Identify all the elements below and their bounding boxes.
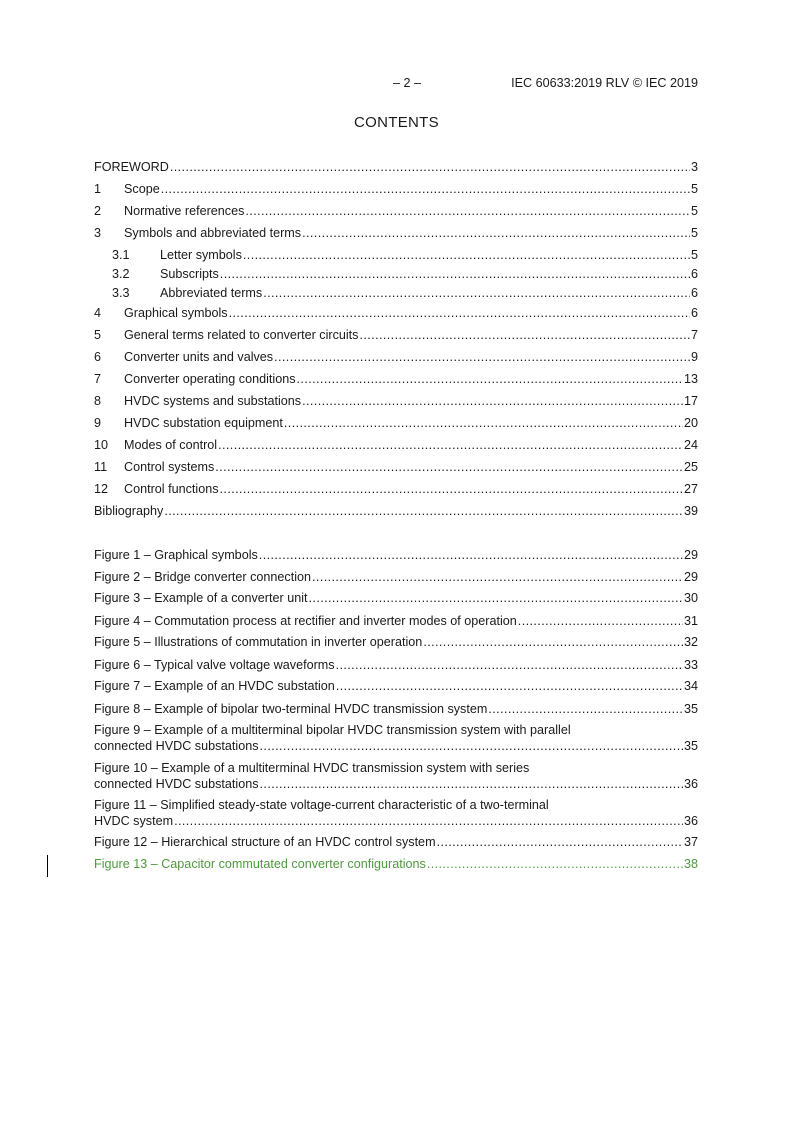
figure-entry-12[interactable]	[94, 834, 698, 850]
figure-page: 36	[683, 777, 698, 791]
toc-label: FOREWORD	[94, 160, 169, 174]
leader-dots	[174, 813, 683, 829]
toc-page: 6	[690, 286, 698, 300]
figure-entry-6[interactable]	[94, 657, 698, 673]
leader-dots	[302, 225, 690, 241]
figure-page: 34	[683, 679, 698, 693]
toc-label: HVDC systems and substations	[124, 394, 302, 408]
leader-dots	[437, 834, 683, 850]
figure-page: 29	[683, 570, 698, 584]
leader-dots	[218, 437, 683, 453]
toc-page: 27	[683, 482, 698, 496]
toc-label: Subscripts	[160, 267, 219, 281]
toc-page: 5	[690, 182, 698, 196]
toc-page: 13	[683, 372, 698, 386]
leader-dots	[488, 701, 683, 717]
toc-entry-scope[interactable]	[94, 181, 698, 197]
toc-number: 12	[94, 482, 109, 496]
toc-entry-letter-symbols[interactable]	[112, 247, 698, 263]
toc-number: 1	[94, 182, 102, 196]
toc-entry-hvdc-systems[interactable]	[94, 393, 698, 409]
contents-title: CONTENTS	[354, 114, 439, 131]
leader-dots	[359, 327, 690, 343]
toc-label: Abbreviated terms	[160, 286, 263, 300]
leader-dots	[161, 181, 690, 197]
toc-label: Converter units and valves	[124, 350, 274, 364]
toc-label: Modes of control	[124, 438, 218, 452]
leader-dots	[312, 569, 683, 585]
figure-label: Figure 8 – Example of bipolar two-terminal HVDC transmission system	[94, 702, 488, 716]
figure-label: Figure 12 – Hierarchical structure of an HVDC control system	[94, 835, 436, 849]
leader-dots	[220, 481, 683, 497]
leader-dots	[302, 393, 683, 409]
toc-number: 4	[94, 306, 102, 320]
figure-page: 30	[683, 591, 698, 605]
toc-entry-modes-of-control[interactable]	[94, 437, 698, 453]
toc-number: 9	[94, 416, 102, 430]
leader-dots	[336, 678, 683, 694]
toc-entry-symbols[interactable]	[94, 225, 698, 241]
figure-label: Figure 9 – Example of a multiterminal bipolar HVDC transmission system with parallel	[94, 723, 571, 737]
toc-number: 3.2	[112, 267, 130, 281]
figure-label: Figure 4 – Commutation process at rectifier and inverter modes of operation	[94, 614, 517, 628]
figure-label-continued: connected HVDC substations	[94, 739, 259, 753]
leader-dots	[263, 285, 690, 301]
toc-label: Symbols and abbreviated terms	[124, 226, 302, 240]
toc-label: HVDC substation equipment	[124, 416, 283, 430]
figure-page: 38	[683, 857, 698, 871]
toc-page: 17	[683, 394, 698, 408]
toc-number: 3.3	[112, 286, 130, 300]
toc-entry-substation-equipment[interactable]	[94, 415, 698, 431]
toc-label: General terms related to converter circuits	[124, 328, 359, 342]
leader-dots	[170, 159, 690, 175]
leader-dots	[297, 371, 683, 387]
leader-dots	[164, 503, 683, 519]
figure-label: Figure 1 – Graphical symbols	[94, 548, 258, 562]
figure-page: 33	[683, 658, 698, 672]
leader-dots	[274, 349, 690, 365]
toc-page: 20	[683, 416, 698, 430]
toc-number: 11	[94, 460, 108, 474]
toc-page: 6	[690, 306, 698, 320]
figure-entry-10[interactable]	[94, 760, 698, 792]
toc-entry-abbreviated-terms[interactable]	[112, 285, 698, 301]
toc-entry-bibliography[interactable]	[94, 503, 698, 519]
leader-dots	[260, 776, 683, 792]
toc-label: Graphical symbols	[124, 306, 228, 320]
toc-entry-general-terms[interactable]	[94, 327, 698, 343]
toc-page: 5	[690, 248, 698, 262]
figure-entry-9[interactable]	[94, 722, 698, 754]
figure-entry-7[interactable]	[94, 678, 698, 694]
toc-page: 3	[690, 160, 698, 174]
toc-label: Scope	[124, 182, 160, 196]
toc-page: 7	[690, 328, 698, 342]
toc-entry-control-functions[interactable]	[94, 481, 698, 497]
toc-label: Control systems	[124, 460, 215, 474]
standard-reference: IEC 60633:2019 RLV © IEC 2019	[511, 76, 698, 90]
toc-entry-operating-conditions[interactable]	[94, 371, 698, 387]
leader-dots	[259, 547, 683, 563]
toc-page: 25	[683, 460, 698, 474]
leader-dots	[336, 657, 683, 673]
toc-label: Control functions	[124, 482, 219, 496]
figure-label-continued: connected HVDC substations	[94, 777, 259, 791]
figure-entry-13[interactable]	[94, 856, 698, 872]
toc-page: 24	[683, 438, 698, 452]
figure-page: 35	[683, 702, 698, 716]
toc-label: Letter symbols	[160, 248, 242, 262]
figure-label: Figure 6 – Typical valve voltage waveforms	[94, 658, 335, 672]
figure-label-continued: HVDC system	[94, 814, 174, 828]
toc-page: 5	[690, 204, 698, 218]
leader-dots	[423, 634, 683, 650]
toc-entry-converter-units[interactable]	[94, 349, 698, 365]
toc-entry-control-systems[interactable]	[94, 459, 698, 475]
figure-entry-5[interactable]	[94, 634, 698, 650]
toc-label: Bibliography	[94, 504, 164, 518]
figure-page: 29	[683, 548, 698, 562]
figure-entry-11[interactable]	[94, 797, 698, 829]
figure-page: 32	[683, 635, 698, 649]
toc-entry-normative-references[interactable]	[94, 203, 698, 219]
leader-dots	[215, 459, 683, 475]
toc-number: 10	[94, 438, 109, 452]
toc-number: 8	[94, 394, 102, 408]
toc-number: 2	[94, 204, 102, 218]
leader-dots	[229, 305, 690, 321]
figure-page: 35	[683, 739, 698, 753]
toc-page: 6	[690, 267, 698, 281]
leader-dots	[220, 266, 690, 282]
toc-number: 3	[94, 226, 102, 240]
toc-entry-graphical-symbols[interactable]	[94, 305, 698, 321]
figure-entry-2[interactable]	[94, 569, 698, 585]
figure-entry-3[interactable]	[94, 590, 698, 606]
leader-dots	[284, 415, 683, 431]
figure-label: Figure 3 – Example of a converter unit	[94, 591, 308, 605]
figure-page: 31	[683, 614, 698, 628]
toc-number: 6	[94, 350, 102, 364]
toc-page: 9	[690, 350, 698, 364]
page-number: – 2 –	[393, 76, 422, 90]
figure-label: Figure 11 – Simplified steady-state voltage-current characteristic of a two-terminal	[94, 798, 549, 812]
toc-number: 5	[94, 328, 102, 342]
figure-label: Figure 13 – Capacitor commutated converter configurations	[94, 857, 426, 871]
page-header	[94, 76, 698, 92]
leader-dots	[260, 738, 683, 754]
leader-dots	[309, 590, 683, 606]
figure-label: Figure 5 – Illustrations of commutation in inverter operation	[94, 635, 423, 649]
figure-page: 36	[683, 814, 698, 828]
toc-label: Normative references	[124, 204, 245, 218]
leader-dots	[427, 856, 683, 872]
figure-label: Figure 7 – Example of an HVDC substation	[94, 679, 335, 693]
toc-page: 5	[690, 226, 698, 240]
toc-number: 7	[94, 372, 102, 386]
figure-label: Figure 10 – Example of a multiterminal HVDC transmission system with series	[94, 761, 530, 775]
leader-dots	[243, 247, 690, 263]
toc-label: Converter operating conditions	[124, 372, 296, 386]
toc-entry-subscripts[interactable]	[112, 266, 698, 282]
leader-dots	[245, 203, 690, 219]
toc-number: 3.1	[112, 248, 130, 262]
figure-label: Figure 2 – Bridge converter connection	[94, 570, 312, 584]
figure-entry-1[interactable]	[94, 547, 698, 563]
figure-entry-4[interactable]	[94, 613, 698, 629]
toc-entry-foreword[interactable]	[94, 159, 698, 175]
figure-entry-8[interactable]	[94, 701, 698, 717]
revision-change-bar	[47, 855, 48, 877]
toc-page: 39	[683, 504, 698, 518]
figure-page: 37	[683, 835, 698, 849]
leader-dots	[518, 613, 683, 629]
